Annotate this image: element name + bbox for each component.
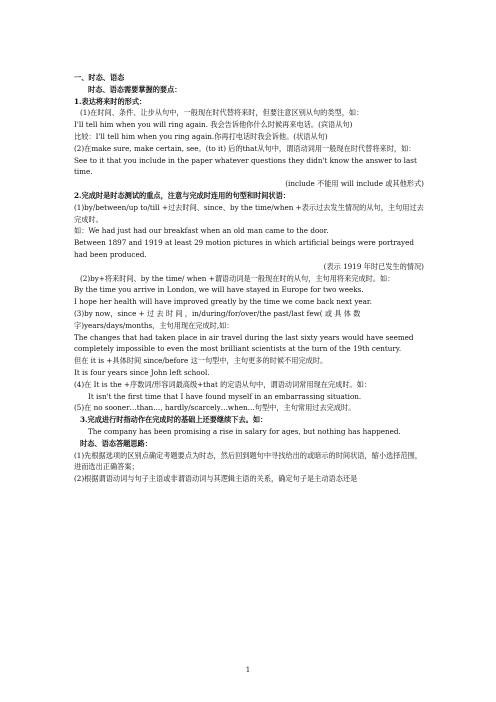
text-line: The changes that had taken place in air travel during the last sixty years would have seemed completely impossible to even the most brilliant scientists at the turn of the 19th century.: [74, 332, 414, 354]
text-line: (4)在 It is the +序数词/形容词最高级+that 的定语从句中，谓语动词常用现在完成时。如：: [74, 379, 372, 389]
text-line: By the time you arrive in London, we will have stayed in Europe for two weeks.: [74, 285, 364, 295]
text-line: (5)在 no sooner…than…, hardly/scarcely…when…句型中，主句常用过去完成时。: [74, 403, 356, 413]
text-line: 但在 it is +具体时间 since/before 这一句型中，主句更多的时候不用完成时。: [74, 356, 328, 366]
text-line: (1)先根据选项的区别点确定考题要点为时态，然后回到题句中寻找给出的或暗示的时间状语，缩小选择范围，进而选出正确答案；: [74, 450, 422, 472]
text-line: Between 1897 and 1919 at least 29 motion pictures in which artificial beings were portrayed had been produced.: [74, 238, 414, 259]
text-line: I hope her health will have improved greatly by the time we come back next year.: [74, 297, 372, 307]
page-number: 1: [245, 666, 251, 674]
text-lines: [74, 72, 424, 485]
text-line: (2)by+将来时间、by the time/ when +谓语动词是一般现在时的从句，主句用将来完成时。如：: [80, 273, 395, 283]
text-line: It isn't the first time that I have found myself in an embarrassing situation.: [88, 391, 362, 401]
text-line: 1.表达将来时的形式：: [74, 96, 147, 106]
text-line: 3.完成进行时指动作在完成时的基础上还要继续下去。如：: [80, 415, 268, 425]
text-line: 时态、语态答题思路：: [80, 438, 152, 448]
text-line: I'll tell him when you will ring again. 我会告诉他你什么时候再来电话。(宾语从句): [74, 120, 353, 130]
text-line: (include 不能用 will include 或其他形式): [285, 179, 424, 189]
text-line: The company has been promising a rise in salary for ages, but nothing has happened.: [88, 426, 401, 436]
text-line: (1)在时间、条件、让步从句中，一般现在时代替将来时，但要注意区别从句的类型，如：: [80, 108, 364, 118]
text-line: 一、时态、语态: [74, 73, 125, 82]
text-line: (1)by/between/up to/till +过去时间、since、by the time/when +表示过去发生情况的从句，主句用过去完成时。: [74, 202, 424, 224]
text-line: See to it that you include in the paper whatever questions they didn't know the answer to last time.: [74, 155, 417, 177]
text-line: (表示 1919 年时已发生的情况): [323, 261, 424, 271]
text-line: 如：We had just had our breakfast when an old man came to the door.: [74, 226, 329, 236]
text-line: (2)在make sure, make certain, see。(to it) 后的that从句中，谓语动词用一般现在时代替将来时，如：: [74, 143, 416, 153]
document-body: [74, 72, 424, 485]
text-line: It is four years since John left school.: [74, 367, 210, 377]
text-line: (2)根据谓语动词与句子主语或非谓语动词与其逻辑主语的关系，确定句子是主动语态还是: [74, 474, 358, 484]
text-line: 比较：I'll tell him when you ring again.你再打电话时我会诉他。(状语从句): [74, 131, 328, 141]
text-line: 时态、语态需要掌握的要点：: [88, 84, 182, 94]
text-line: 2.完成时是时态测试的重点，注意与完成时连用的句型和时间状语：: [74, 190, 290, 200]
text-line: (3)by now，since + 过 去 时 间 ，in/during/for/over/the past/last few( 或 具 体 数 字)years/days/months，主句用现在完成时,如：: [74, 308, 361, 330]
